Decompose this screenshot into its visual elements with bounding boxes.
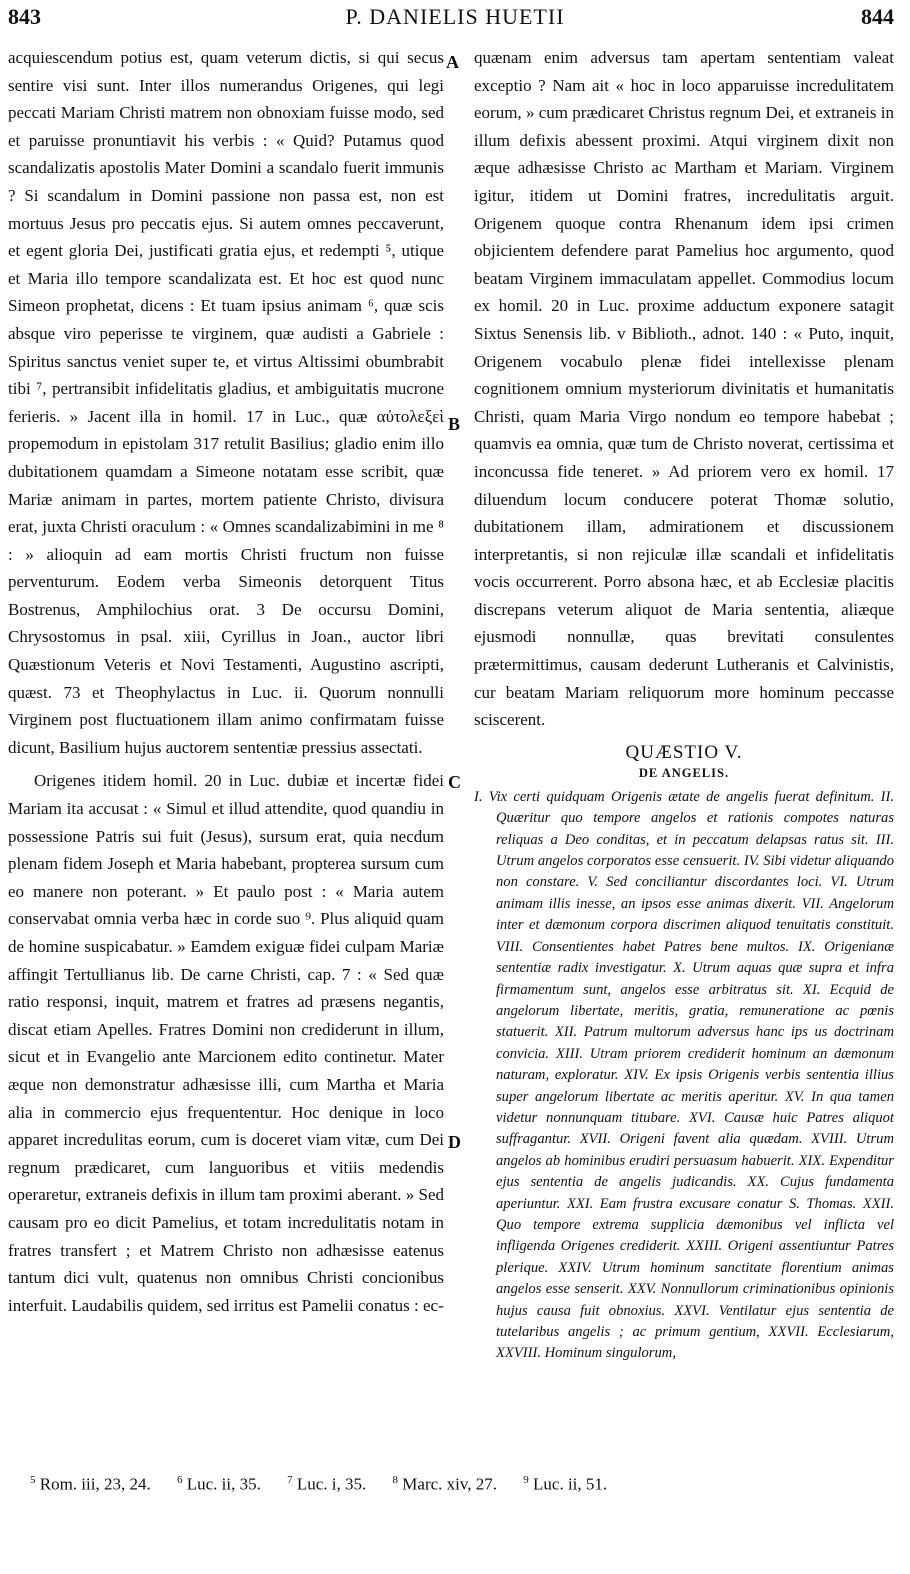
question-subtitle: DE ANGELIS. <box>638 765 730 780</box>
right-column <box>474 44 894 1365</box>
margin-marker-d: D <box>448 1132 461 1152</box>
left-paragraph-2: Origenes itidem homil. 20 in Luc. dubiæ et incertæ fidei Mariam ita accusat : « Simul et illud attendite, quod quandiu in possessione Patris sui fuit (Jesus), sursum erat, quia necdum plenam fidem Joseph et Maria habebant, propterea sursum cum eo manere non poterant. » Et paulo post : « Maria autem conservabat omnia verba hæc in corde suo ⁹. Plus aliquid quam de homine suspicabatur. » Eamdem exiguæ fidei culpam Mariæ affingit Tertullianus lib. De carne Christi, cap. 7 : « Sed quæ ratio responsi, inquit, matrem et fratres ad præsens negantis, discat etiam Apelles. Fratres Domini non crediderunt in illum, sicut et in Evangelio ante Marcionem edito continetur. Mater æque non demonstratur adhæsisse illi, cum Martha et Maria alia in commercio ejus frequententur. Hoc denique in loco apparet incredulitas eorum, cum is doceret viam vitæ, cum Dei regnum prædicaret, cum languoribus et vitiis medendis operaretur, extraneis defixis in illum tam proximi aberant. » Sed causam pro eo dicit Pamelius, et totam incredulitatis notam in fratres transfert ; et Matrem Christo non adhæsisse eatenus tantum dici vult, quatenus non omnibus Christi concionibus interfuit. Laudabilis quidem, sed irritus est Pamelii conatus : ec- <box>8 771 444 1315</box>
footnote: $^5$ Rom. iii, 23, 24. <box>30 1474 151 1494</box>
running-head-title: P. DANIELIS HUETII <box>345 4 565 29</box>
left-column <box>8 44 444 1319</box>
left-paragraph-1: acquiescendum potius est, quam veterum dictis, si qui secus sentire visi sunt. Inter illos numerandus Origenes, qui legi peccati Mariam Christi matrem non obnoxiam fuisse modo, sed et paruisse pronuntiavit his verbis : « Quid? Putamus quod scandalizatis apostolis Mater Domini a scandalo fuerit immunis ? Si scandalum in Domini passione non passa est, non est mortuus Jesus pro peccatis ejus. Si autem omnes peccaverunt, et egent gloria Dei, justificati gratia ejus, et redempti ⁵, utique et Maria illo tempore scandalizata est. Et hoc est quod nunc Simeon prophetat, dicens : Et tuam ipsius animam ⁶, quæ scis absque viro peperisse te virginem, quæ audisti a Gabriele : Spiritus sanctus veniet super te, et virtus Altissimi obumbrabit tibi ⁷, pertransibit infidelitatis gladius, et ambiguitatis mucrone ferieris. » Jacent illa in homil. 17 in Luc., quæ αὐτολεξεὶ propemodum in epistolam 317 retulit Basilius; gladio enim illo dubitationem quamdam a Simeone notatam esse scribit, quæ Mariæ animam in partes, mortem patiente Christo, divisura erat, juxta Christi oraculum : « Omnes scandalizabimini in me ⁸ : » alioquin ad eam mortis Christi fructum non fuisse perventurum. Eodem verba Simeonis detorquent Titus Bostrenus, Amphilochius orat. 3 De occursu Domini, Chrysostomus in psal. xiii, Cyrillus in Joan., auctor libri Quæstionum Veteris et Novi Testamenti, Augustino ascripti, quæst. 73 et Theophylactus in Luc. ii. Quorum nonnulli Virginem post fluctuationem illam animo confirmatam fuisse dicunt, Basilium hujus auctorem sententiæ pressius assectati. <box>8 48 444 757</box>
margin-marker-c: C <box>448 772 461 792</box>
footnote: $^9$ Luc. ii, 51. <box>523 1474 608 1494</box>
question-title: QUÆSTIO V. <box>625 741 743 763</box>
footnotes <box>30 1474 890 1495</box>
footnote: $^8$ Marc. xiv, 27. <box>392 1474 498 1494</box>
footnote: $^6$ Luc. ii, 35. <box>176 1474 261 1494</box>
margin-marker-b: B <box>448 414 461 434</box>
page-number-right: 844 <box>861 4 894 29</box>
footnote: $^7$ Luc. i, 35. <box>287 1474 367 1494</box>
page-header <box>0 4 910 36</box>
margin-marker-a: A <box>446 52 459 72</box>
page-number-left: 843 <box>8 4 41 29</box>
right-paragraph-1: quænam enim adversus tam apertam sententiam valeat exceptio ? Nam ait « hoc in loco apparuisse incredulitatem eorum, » cum prædicaret Christus regnum Dei, et extraneis in illum defixis abessent proximi. Atqui virginem dixit non æque adhæsisse Christo ac Martham et Mariam. Virginem igitur, itidem ut Domini fratres, incredulitatis arguit. Origenem quoque contra Rhenanum idem ipsi crimen objicientem defendere parat Pamelius hoc argumento, quod beatam Virginem immaculatam appellet. Commodius locum ex homil. 20 in Luc. proxime adductum exponere satagit Sixtus Senensis lib. v Biblioth., adnot. 140 : « Puto, inquit, Origenem vocabulo plenæ fidei intellexisse plenam cognitionem omnium mysteriorum divinitatis et humanitatis Christi, quam Maria Virgo nondum eo tempore habebat ; quamvis ea omnia, quæ tum de Christo noverat, certissima et inconcussa fide teneret. » Ad priorem vero ex homil. 17 diluendum locum conducere poterat Thomæ solutio, dubitationem illam, admirationem et discussionem interpretantis, si non rejiculæ illæ scandali et infidelitatis vocis occurrerent. Porro absona hæc, et ab Ecclesiæ placitis discrepans veterum aliquot de Maria sententia, aliæque ejusmodi nonnullæ, quas brevitati consulentes prætermittimus, causam dederunt Lutheranis et Calvinistis, cur beatam Mariam reliquorum more hominum peccasse sciscerent. <box>474 48 894 730</box>
question-summary: I. Vix certi quidquam Origenis ætate de angelis fuerat definitum. II. Quæritur quo tempore angelos et rationis compotes naturas reliquas a Deo conditas, et in peccatum delapsas ratus sit. III. Utrum angelos corporatos esse censuerit. IV. Sibi videtur aliquando non constare. V. Sed conciliantur discordantes loci. VI. Utrum animam illis inesse, an ipsos esse animas dixerit. VII. Angelorum inter et dæmonum corpora discrimen aliquod tenuitatis constituit. VIII. Consentientes habet Patres bene multos. IX. Origenianæ sententiæ radix investigatur. X. Utrum aquas quæ supra et infra firmamentum sunt, angelos esse arbitratus sit. XI. Ecquid de angelorum libertate, meritis, gratia, remuneratione ac pœnis statuerit. XII. Patrum multorum adversus hanc ips us doctrinam convicia. XIII. Utram priorem crediderit hominum an dæmonum naturam, exploratur. XIV. Ex ipsis Origenis verbis sententia illius super angelorum libertate ac meritis aperitur. XV. In qua tamen videtur nonnunquam titubare. XVI. Causæ huic Patres aliquot suffragantur. XVII. Origeni favent alia quædam. XVIII. Utrum angelos ab hominibus erudiri persuasum habuerit. XIX. Expenditur ejus sententia de angelis judicandis. XX. Cujus fundamenta aperiuntur. XXI. Eam frustra excusare conatur S. Thomas. XXII. Quo tempore extrema supplicia dæmonibus vel inflicta vel infligenda Origenes crediderit. XXIII. Origeni assentiuntur Patres plerique. XXIV. Utrum hominum sanctitate florentium animas angelos esse senserit. XXV. Nonnullorum criminationibus opinionis hujus causa fuit obnoxius. XXVI. Ventilatur ejus sententia de tutelaribus angelis ; ac primum gentium, XXVII. Ecclesiarum, XXVIII. Hominum singulorum, <box>474 788 894 1362</box>
